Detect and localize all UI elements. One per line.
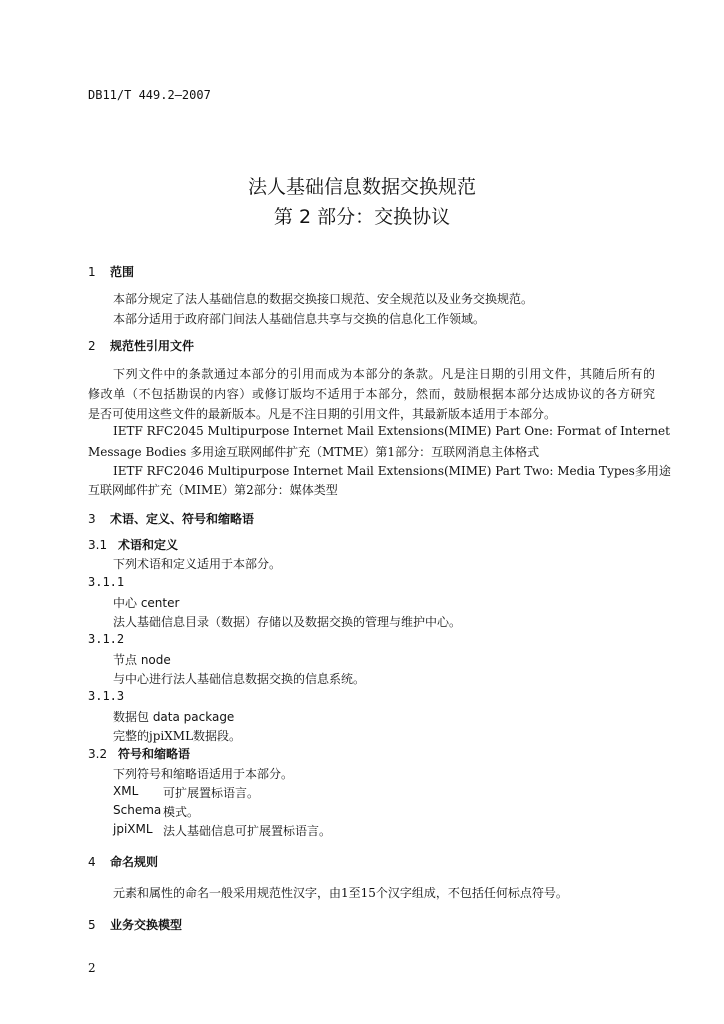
term-definition: 完整的jpiXML数据段。 [113,729,242,743]
section-number: 3 [88,512,96,526]
subsection-heading-terms-definitions [88,536,178,553]
section-title: 符号和缩略语 [118,747,191,761]
term-number: 3.1.3 [88,689,125,703]
term-number: 3.1.1 [88,575,125,589]
symbol-definition: 模式。 [163,805,200,819]
normative-line-2: 修改单（不包括勘误的内容）或修订版均不适用于本部分，然而，鼓励根据本部分达成协议的各方研究 [88,387,655,401]
scope-paragraph-2: 本部分适用于政府部门间法人基础信息共享与交换的信息化工作领域。 [113,312,486,326]
document-subtitle: 第 2 部分：交换协议 [273,206,451,228]
reference-rfc2045-line-1: IETF RFC2045 Multipurpose Internet Mail Extensions(MIME) Part One: Format of Internet [113,424,670,438]
section-title: 业务交换模型 [110,918,183,932]
symbol-abbreviation: XML [113,784,139,798]
term-definition: 与中心进行法人基础信息数据交换的信息系统。 [113,672,366,686]
symbol-definition: 法人基础信息可扩展置标语言。 [163,824,332,838]
term-number: 3.1.2 [88,632,125,646]
section-number: 5 [88,918,96,932]
normative-line-3: 是否可使用这些文件的最新版本。凡是不注日期的引用文件，其最新版本适用于本部分。 [88,407,557,421]
terms-intro: 下列术语和定义适用于本部分。 [113,557,282,571]
reference-rfc2045-line-2: Message Bodies 多用途互联网邮件扩充（MTME）第1部分：互联网消息主体格式 [88,445,540,459]
term-name: 中心 center [113,596,180,610]
section-title: 术语和定义 [118,538,179,552]
reference-rfc2046-line-2: 互联网邮件扩充（MIME）第2部分：媒体类型 [88,483,338,497]
scope-paragraph-1: 本部分规定了法人基础信息的数据交换接口规范、安全规范以及业务交换规范。 [113,292,534,306]
section-number: 2 [88,339,96,353]
symbols-intro: 下列符号和缩略语适用于本部分。 [113,767,294,781]
normative-line-1: 下列文件中的条款通过本部分的引用而成为本部分的条款。凡是注日期的引用文件，其随后所有的 [113,367,655,381]
reference-rfc2046-line-1: IETF RFC2046 Multipurpose Internet Mail Extensions(MIME) Part Two: Media Types多用途 [113,464,671,478]
section-number: 4 [88,855,96,869]
section-title: 命名规则 [110,855,159,869]
term-name: 数据包 data package [113,710,235,724]
subsection-heading-symbols [88,745,190,762]
naming-paragraph: 元素和属性的命名一般采用规范性汉字，由1至15个汉字组成，不包括任何标点符号。 [113,886,568,900]
document-title: 法人基础信息数据交换规范 [247,176,476,198]
section-number: 1 [88,265,96,279]
section-number: 3.2 [88,747,108,761]
section-heading-scope [88,263,134,280]
symbol-abbreviation: Schema [113,803,162,817]
symbol-definition: 可扩展置标语言。 [163,786,260,800]
section-heading-business-model [88,916,182,933]
section-title: 范围 [110,265,135,279]
section-number: 3.1 [88,538,108,552]
symbol-abbreviation: jpiXML [113,822,153,836]
page-number: 2 [88,961,96,975]
term-definition: 法人基础信息目录（数据）存储以及数据交换的管理与维护中心。 [113,615,462,629]
section-title: 术语、定义、符号和缩略语 [110,512,255,526]
section-heading-terms [88,510,254,527]
section-heading-naming [88,853,158,870]
standard-code: DB11/T 449.2—2007 [88,88,211,102]
section-heading-normative [88,337,194,354]
term-name: 节点 node [113,653,171,667]
section-title: 规范性引用文件 [110,339,195,353]
